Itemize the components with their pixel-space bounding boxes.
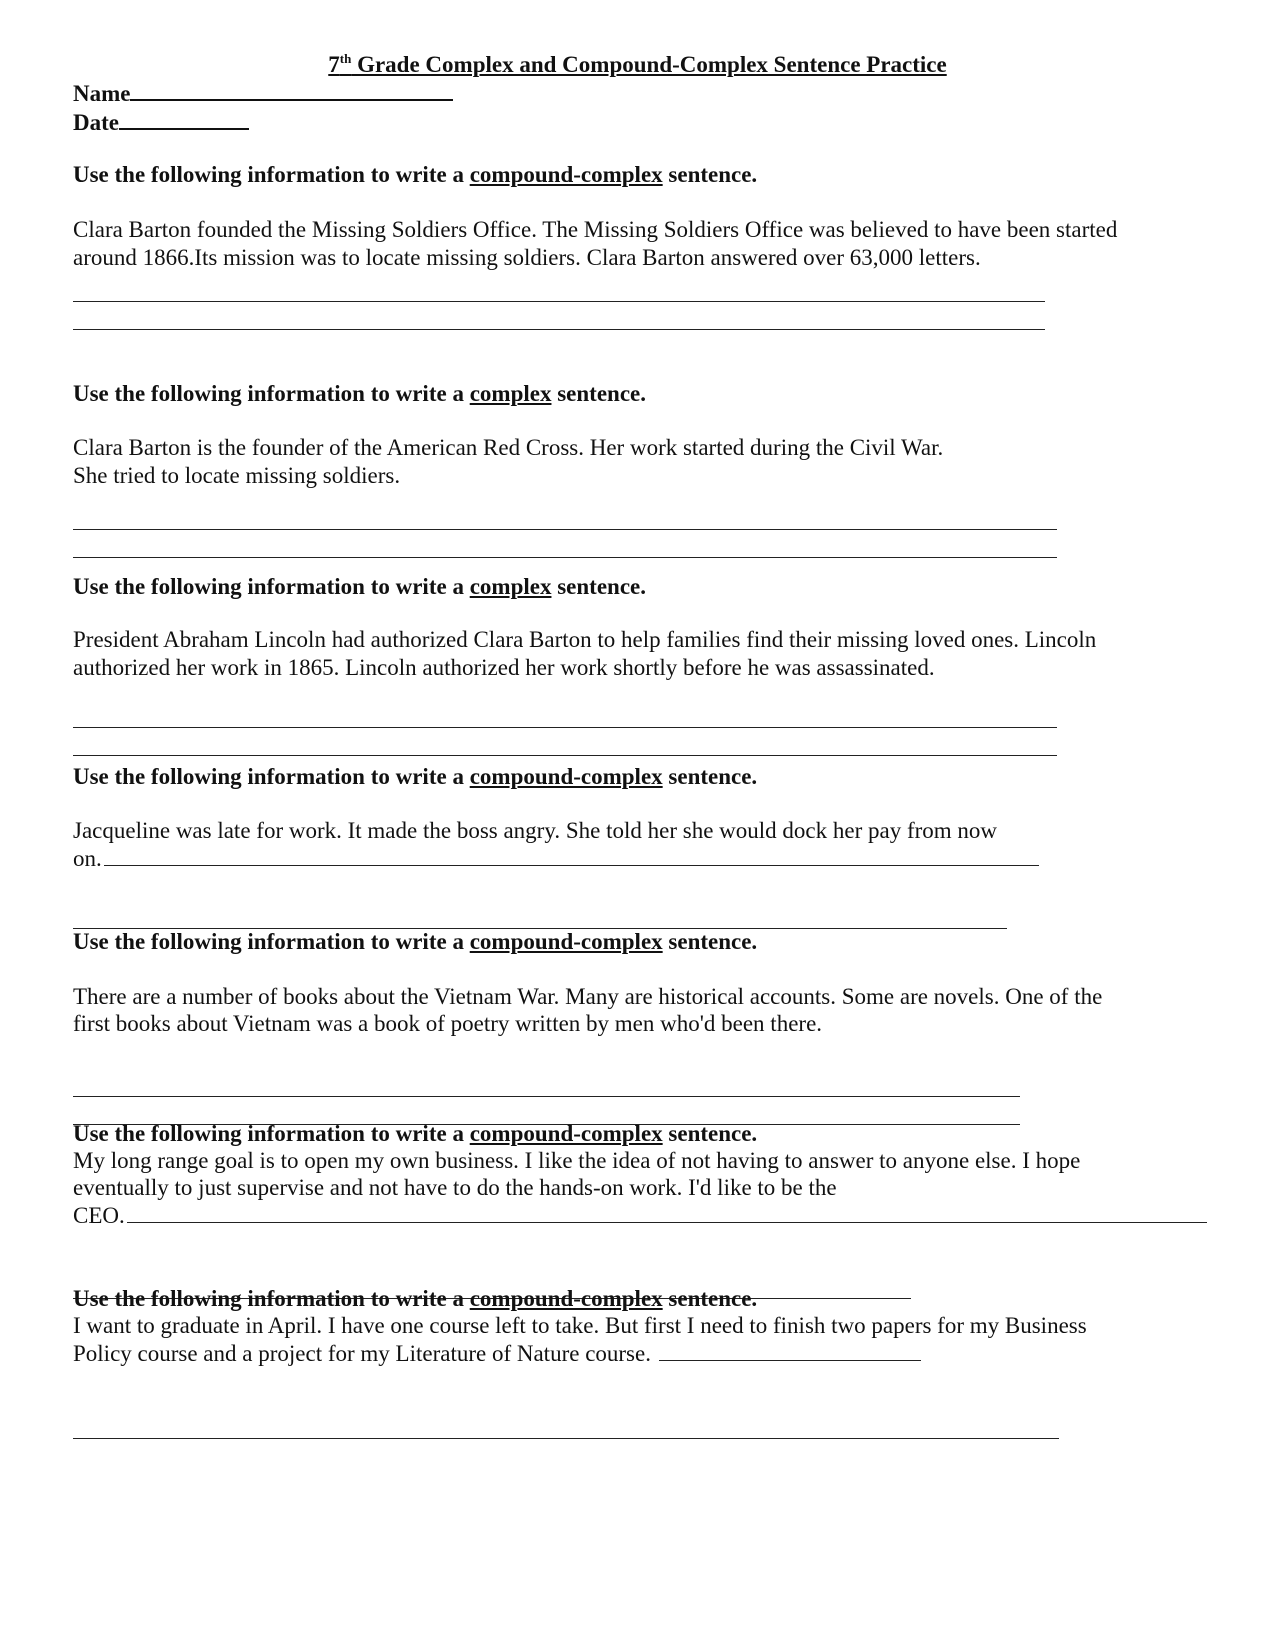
exercise-5-instruction: Use the following information to write a compound-complex sentence. (73, 929, 758, 954)
answer-line[interactable] (127, 1205, 1207, 1223)
name-field (73, 81, 453, 107)
exercise-2-instruction: Use the following information to write a complex sentence. (73, 381, 646, 406)
sentence-type: compound-complex (469, 929, 663, 954)
sentence-type: compound-complex (469, 162, 663, 187)
exercise-7-text-line: Policy course and a project for my Literature of Nature course. (73, 1341, 921, 1367)
exercise-6-instruction: Use the following information to write a compound-complex sentence. (73, 1121, 758, 1146)
exercise-5-text-line: first books about Vietnam was a book of poetry written by men who'd been there. (73, 1011, 823, 1036)
exercise-3-text-line: authorized her work in 1865. Lincoln authorized her work shortly before he was assassinated. (73, 655, 935, 680)
exercise-2-text-line: Clara Barton is the founder of the American Red Cross. Her work started during the Civil War. (73, 435, 944, 460)
exercise-6-text-line: My long range goal is to open my own business. I like the idea of not having to answer to anyone else. I hope (73, 1148, 1081, 1173)
exercise-6-text-line: eventually to just supervise and not have to do the hands-on work. I'd like to be the (73, 1175, 837, 1200)
exercise-7-text-line: I want to graduate in April. I have one course left to take. But first I need to finish two papers for my Business (73, 1313, 1087, 1338)
exercise-5-text-line: There are a number of books about the Vietnam War. Many are historical accounts. Some are novels. One of the (73, 984, 1103, 1009)
name-label: Name (73, 81, 131, 106)
answer-line[interactable] (73, 755, 1057, 756)
exercise-4-text-line: on. (73, 846, 1039, 872)
exercise-1-instruction: Use the following information to write a compound-complex sentence. (73, 162, 758, 187)
exercise-4-text-line: Jacqueline was late for work. It made the boss angry. She told her she would dock her pay from now (73, 818, 998, 843)
answer-line[interactable] (104, 848, 1039, 866)
answer-line[interactable] (659, 1343, 921, 1361)
exercise-7-instruction: Use the following information to write a compound-complex sentence. (73, 1286, 758, 1311)
sentence-type: complex (469, 574, 552, 599)
exercise-3-text-line: President Abraham Lincoln had authorized Clara Barton to help families find their missing loved ones. Lincoln (73, 627, 1097, 652)
exercise-3-instruction: Use the following information to write a complex sentence. (73, 574, 646, 599)
name-blank[interactable] (130, 81, 453, 101)
sentence-type: complex (469, 381, 552, 406)
sentence-type: compound-complex (469, 1286, 663, 1311)
answer-line[interactable] (73, 301, 1045, 302)
answer-line[interactable] (73, 557, 1057, 558)
date-field (73, 110, 249, 136)
sentence-type: compound-complex (469, 764, 663, 789)
answer-line[interactable] (73, 1438, 1059, 1439)
sentence-type: compound-complex (469, 1121, 663, 1146)
exercise-4-instruction: Use the following information to write a compound-complex sentence. (73, 764, 758, 789)
page-title: 7th Grade Complex and Compound-Complex Sentence Practice (328, 51, 947, 77)
date-blank[interactable] (119, 110, 249, 130)
exercise-1-text-line: Clara Barton founded the Missing Soldiers Office. The Missing Soldiers Office was believed to have been started (73, 217, 1118, 242)
answer-line[interactable] (73, 529, 1057, 530)
answer-line[interactable] (73, 329, 1045, 330)
exercise-6-text-line: CEO. (73, 1203, 1207, 1229)
date-label: Date (73, 110, 119, 135)
exercise-2-text-line: She tried to locate missing soldiers. (73, 463, 401, 488)
answer-line[interactable] (73, 727, 1057, 728)
answer-line[interactable] (73, 1096, 1020, 1097)
exercise-1-text-line: around 1866.Its mission was to locate missing soldiers. Clara Barton answered over 63,000 letters. (73, 245, 981, 270)
